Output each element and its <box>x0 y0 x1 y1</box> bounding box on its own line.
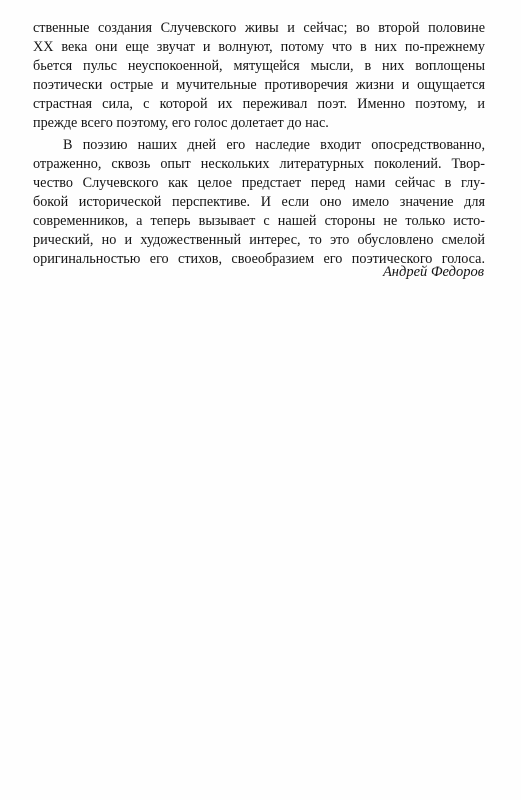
paragraph-2 <box>33 136 485 269</box>
text-line: прежде всего поэтому, его голос долетает до нас. <box>33 115 329 131</box>
text-line: современников, а теперь вызывает с нашей стороны не только исто- <box>33 213 485 229</box>
text-line: XX века они еще звучат и волнуют, потому что в них по-прежнему <box>33 39 485 55</box>
text-line: страстная сила, с которой их переживал поэт. Именно поэтому, и <box>33 96 485 112</box>
text-line: бокой исторической перспективе. И если оно имело значение для <box>33 194 485 210</box>
text-line: оригинальностью его стихов, своеобразием его поэтического голоса. <box>33 251 485 267</box>
paragraph-1 <box>33 19 485 133</box>
text-line: рический, но и художественный интерес, то это обусловлено смелой <box>33 232 485 248</box>
text-line: бьется пульс неуспокоенной, мятущейся мысли, в них воплощены <box>33 58 485 74</box>
text-line: В поэзию наших дней его наследие входит опосредствованно, <box>63 137 485 153</box>
text-line: ственные создания Случевского живы и сейчас; во второй половине <box>33 20 485 36</box>
body-text <box>33 19 485 269</box>
text-line: отраженно, сквозь опыт нескольких литературных поколений. Твор- <box>33 156 485 172</box>
text-line: поэтически острые и мучительные противоречия жизни и ощущается <box>33 77 485 93</box>
text-line: чество Случевского как целое предстает перед нами сейчас в глу- <box>33 175 485 191</box>
author-signature: Андрей Федоров <box>382 264 484 280</box>
